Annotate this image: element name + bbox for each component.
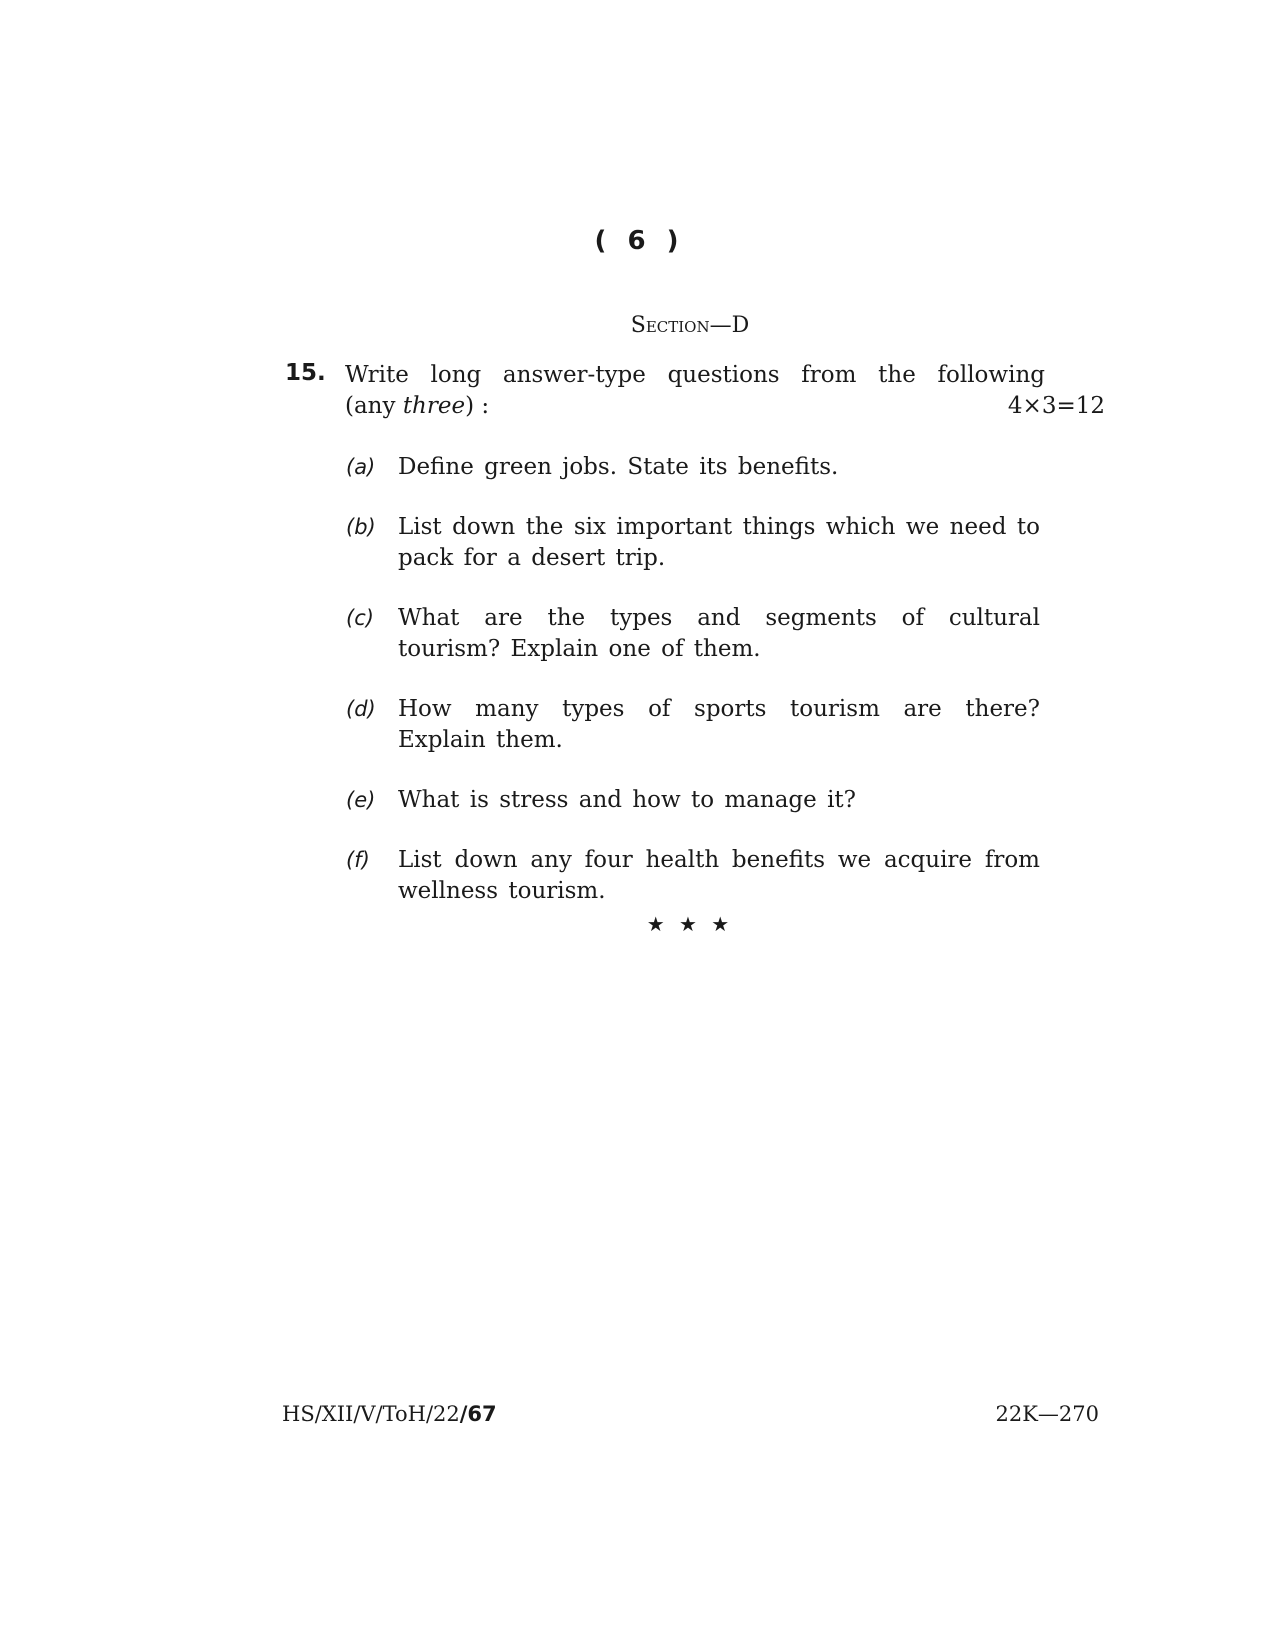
part-label: (d) [346, 697, 376, 721]
section-heading-suffix: —D [709, 313, 750, 338]
part-label: (b) [346, 515, 376, 539]
part-label: (f) [346, 848, 370, 872]
question-number: 15. [285, 360, 326, 386]
part-text: List down the six important things which we need to pack for a desert trip. [398, 514, 1040, 571]
part-text: How many types of sports tourism are there? Explain them. [398, 696, 1040, 753]
marks-allocation: 4×3=12 [1007, 393, 1105, 419]
question-instruction-line2 [345, 391, 1105, 422]
end-stars-icon: ★ ★ ★ [646, 912, 734, 936]
paper-code-number: /67 [459, 1402, 497, 1426]
part-text: Define green jobs. State its benefits. [398, 454, 839, 480]
section-heading [0, 313, 1275, 338]
instruction-three: three [402, 393, 466, 419]
part-text: List down any four health benefits we acquire from wellness tourism. [398, 847, 1040, 904]
part-label: (e) [346, 788, 376, 812]
part-label: (a) [346, 455, 376, 479]
section-heading-prefix: Section [630, 313, 710, 338]
question-instruction [345, 360, 1105, 422]
part-label: (c) [346, 606, 374, 630]
question-part-a [346, 452, 1046, 483]
question-part-b [346, 512, 1046, 574]
paper-code [282, 1402, 497, 1426]
question-part-c [346, 603, 1046, 665]
page-number: ( 6 ) [594, 226, 681, 256]
question-part-e [346, 785, 1046, 816]
question-instruction-line1: Write long answer-type questions from the following [345, 362, 1045, 388]
paper-code-prefix: HS/XII/V/ToH/22 [282, 1402, 460, 1426]
instruction-end: ) : [465, 393, 490, 419]
part-text: What are the types and segments of cultural tourism? Explain one of them. [398, 605, 1040, 662]
print-serial: 22K—270 [995, 1402, 1099, 1426]
instruction-any: (any [345, 393, 403, 419]
question-part-d [346, 694, 1046, 756]
question-parts-list [346, 452, 1046, 936]
question-part-f [346, 845, 1046, 907]
part-text: What is stress and how to manage it? [398, 787, 856, 813]
